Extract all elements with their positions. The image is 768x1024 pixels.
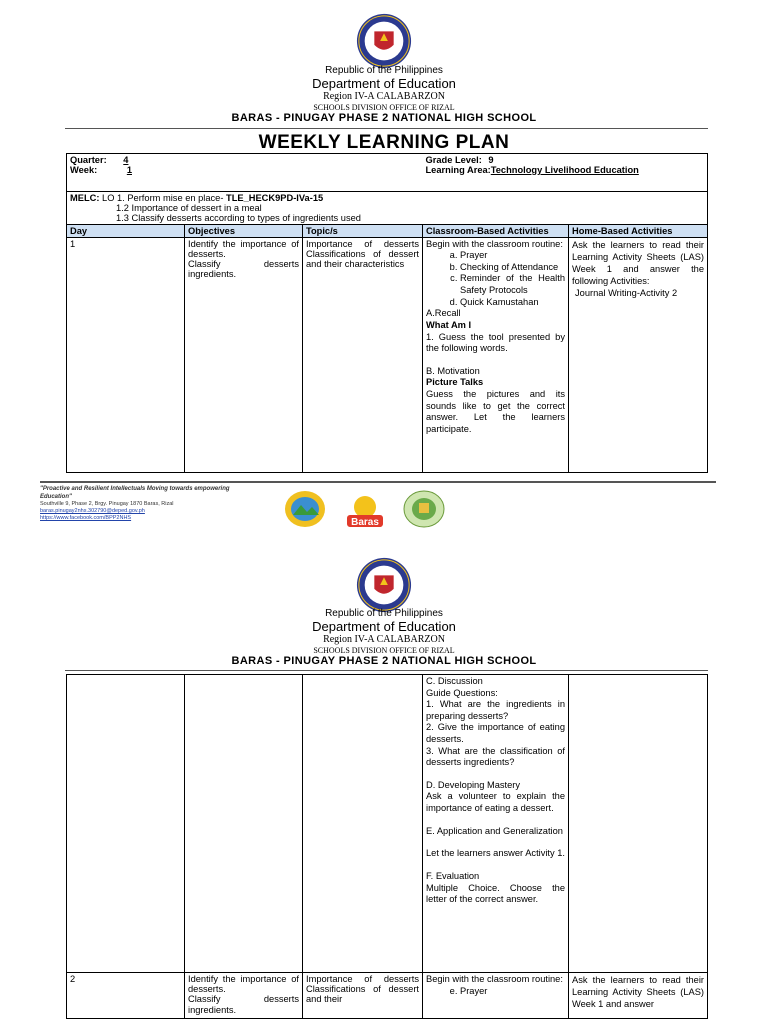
deped-seal-icon <box>355 556 413 614</box>
header-divider <box>65 670 708 671</box>
school-logo-icon <box>402 489 446 529</box>
topics-cell: Importance of desserts Classifications of dessert and their <box>303 973 423 1019</box>
classroom-activities-cell: C. Discussion Guide Questions: 1. What are the ingredients in preparing desserts? 2. Give the importance of eating desserts. 3. What are the classification of desserts ingredients? D. Developing Mastery Ask a volunteer to explain the importance of eating a dessert. E. Application and Generalization Let the learners answer Activity 1. F. Evaluation Multiple Choice. Choose the letter of the correct answer. <box>423 675 569 973</box>
division-text: SCHOOLS DIVISION OFFICE OF RIZAL <box>313 102 455 112</box>
area-label: Learning Area: <box>425 165 491 175</box>
home-activities-cell: Ask the learners to read their Learning Activity Sheets (LAS) Week 1 and answer the following Activities: Journal Writing-Activity 2 <box>569 237 708 472</box>
grade-value: 9 <box>488 155 494 165</box>
division-logo-icon <box>283 489 327 529</box>
melc-line2: 1.2 Importance of dessert in a meal <box>116 203 262 214</box>
footer-contact: "Proactive and Resilient Intellectuals Moving towards empowering Education" Southville 9, Phase 2, Brgy. Pinugay 1870 Baras, Rizal baras.pinugay2nhs.302790@deped.gov.ph https://www.facebook.com/BPP2NHS <box>40 486 230 521</box>
week-value: 1 <box>126 165 132 175</box>
table-row <box>67 675 708 973</box>
topics-cell: Importance of desserts Classifications of dessert and their characteristics <box>303 237 423 472</box>
deped-seal-icon <box>355 12 413 70</box>
area-value: Technology Livelihood Education <box>490 165 639 175</box>
col-day: Day <box>67 224 185 237</box>
header-divider <box>65 128 708 129</box>
table-row <box>67 973 708 1019</box>
classroom-activities-cell: Begin with the classroom routine: a. Prayer b. Checking of Attendance c. Reminder of the Health Safety Protocols d. Quick Kamustahan A.Recall What Am I 1. Guess the tool presented by the following words. B. Motivation Picture Talks Guess the pictures and its sounds like to get the correct answer. Let the learners participate. <box>423 237 569 472</box>
col-objectives: Objectives <box>185 224 303 237</box>
col-home: Home-Based Activities <box>569 224 708 237</box>
routine-list: a. Prayer b. Checking of Attendance c. Reminder of the Health Safety Protocols d. Quick Kamustahan <box>426 250 565 308</box>
plan-meta-table <box>66 153 708 473</box>
home-activities-cell: Ask the learners to read their Learning Activity Sheets (LAS) Week 1 and answer <box>569 973 708 1019</box>
column-headers <box>67 224 708 237</box>
week-label: Week: <box>70 165 98 175</box>
plan-table-continued <box>66 674 708 1019</box>
objectives-cell: Identify the importance of desserts. Classify desserts ingredients. <box>185 973 303 1019</box>
page-title: WEEKLY LEARNING PLAN <box>258 132 510 153</box>
col-classroom: Classroom-Based Activities <box>423 224 569 237</box>
melc-label: MELC: <box>70 193 100 203</box>
footer-divider <box>40 481 716 483</box>
svg-text:Baras: Baras <box>351 517 379 528</box>
objectives-cell: Identify the importance of desserts. Classify desserts ingredients. <box>185 237 303 472</box>
department-text: Department of Education <box>312 75 456 91</box>
melc-code: TLE_HECK9PD-IVa-15 <box>226 193 324 203</box>
letterhead-page2: Republic of the Philippines Department of Education Region IV-A CALABARZON SCHOOLS DIVISION OFFICE OF RIZAL BARAS - PINUGAY PHASE 2 NATIONAL HIGH SCHOOL <box>231 608 537 668</box>
facebook-link[interactable]: https://www.facebook.com/BPP2NHS <box>40 514 132 521</box>
letterhead <box>0 65 768 125</box>
email-link[interactable]: baras.pinugay2nhs.302790@deped.gov.ph <box>40 507 145 514</box>
school-name: BARAS - PINUGAY PHASE 2 NATIONAL HIGH SCHOOL <box>231 112 537 125</box>
col-topics: Topic/s <box>303 224 423 237</box>
melc-line1: LO 1. Perform mise en place- <box>99 193 227 203</box>
baras-logo-icon <box>343 491 387 531</box>
classroom-activities-cell: Begin with the classroom routine: e. Prayer <box>423 973 569 1019</box>
table-row <box>67 237 708 472</box>
day-cell: 2 <box>67 973 185 1019</box>
quarter-label: Quarter: <box>70 155 107 165</box>
day-cell: 1 <box>67 237 185 472</box>
melc-line3: 1.3 Classify desserts according to types of ingredients used <box>116 213 361 224</box>
quarter-value: 4 <box>123 155 129 165</box>
region-text: Region IV-A CALABARZON <box>323 91 445 103</box>
grade-label: Grade Level: <box>425 155 482 165</box>
republic-text: Republic of the Philippines <box>325 65 443 76</box>
